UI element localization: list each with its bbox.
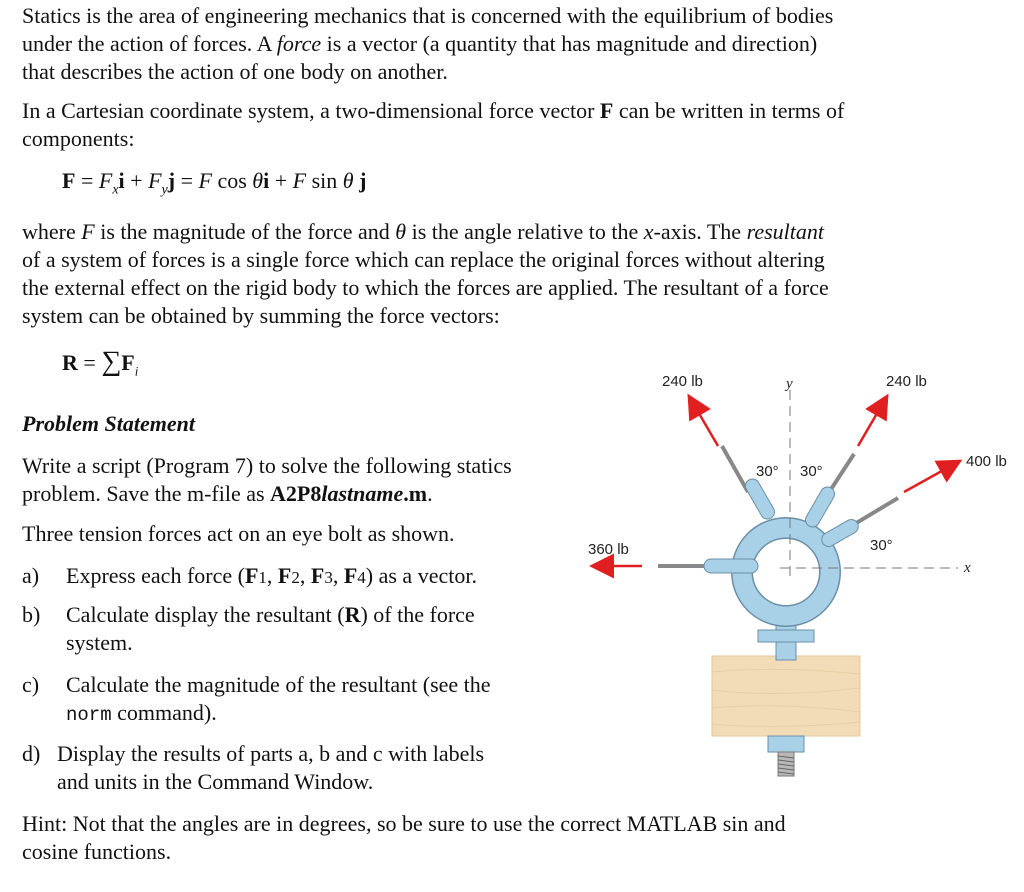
intro-line-1: Statics is the area of engineering mechanics that is concerned with the equilibrium of bodies [22,3,834,28]
resultant-equation: $R = \sum F_i$ [62,346,139,379]
intro-paragraph [22,2,833,86]
problem-setup: Three tension forces act on an eye bolt as shown. [22,521,455,546]
force-label-top-left: 240 lb [662,373,703,390]
force-label-left: 360 lb [588,541,629,558]
bolt-collar [758,630,814,642]
bolt-thread [778,752,794,776]
problem-heading: Problem Statement [22,411,195,436]
resultant-paragraph: where F is the magnitude of the force and θ is the angle relative to the x-axis. The resultant of a system of forces is a single force which can replace the original forces without altering the external effect on the rigid body to which the forces are applied. The resultant of a force system can be obtained by summing the force vectors: [22,219,829,328]
cable-top-left [722,446,777,522]
list-item-a: a) Express each force (F1, F2, F3, F4) as a vector. [22,563,477,588]
force-label-top-right: 240 lb [886,373,927,390]
angle-label-low: 30° [870,537,893,554]
force-arrow-top-left [690,398,718,446]
angle-label-right: 30° [800,463,823,480]
force-arrow-top-right [858,398,886,446]
list-item-b: b) Calculate display the resultant (R) of the force system. [22,602,475,655]
problem-intro: Write a script (Program 7) to solve the following statics problem. Save the m-file as A2P8lastname.m. [22,453,512,506]
bolt-nut [768,736,804,752]
force-arrow-right [904,462,958,492]
y-axis-label: y [786,376,793,392]
intro-line-2: under the action of forces. A force is a vector (a quantity that has magnitude and direction) [22,31,818,56]
x-axis-label: x [964,560,971,576]
cartesian-paragraph: In a Cartesian coordinate system, a two-dimensional force vector F can be written in terms of components: [22,98,845,151]
eye-bolt-figure [580,360,1020,790]
intro-line-3: that describes the action of one body on another. [22,59,448,84]
hint-paragraph: Hint: Not that the angles are in degrees, so be sure to use the correct MATLAB sin and cosine functions. [22,811,786,864]
list-item-d: d) Display the results of parts a, b and c with labels and units in the Command Window. [22,741,485,794]
force-label-right: 400 lb [966,453,1007,470]
cable-left [658,559,758,573]
list-item-c: c) Calculate the magnitude of the resultant (see the norm command). [22,672,491,726]
force-component-equation: $F = F_xi + F_yj = F$ cos θi + F sin θ j [62,168,367,198]
angle-label-left: 30° [756,463,779,480]
